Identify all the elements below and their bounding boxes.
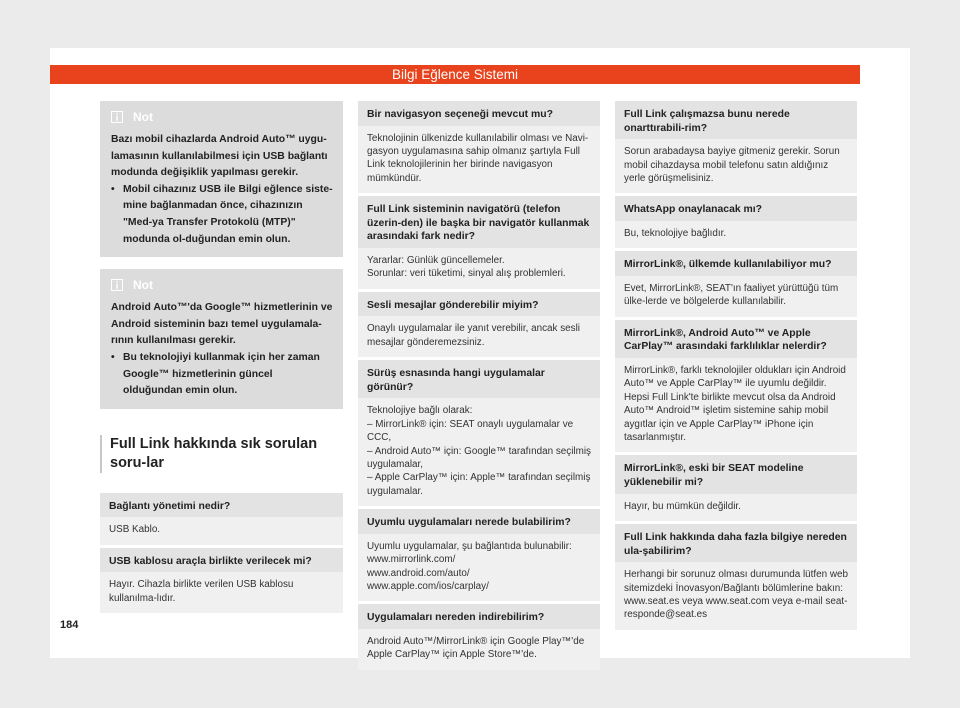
info-icon [111,111,123,123]
note-header [110,276,333,294]
faq-question: Full Link sisteminin navigatörü (telefon üzerin-den) ile başka bir navigatör kullanmak arasındaki fark nedir? [358,196,600,248]
faq-answer: Hayır, bu mümkün değildir. [624,500,741,512]
faq-answer: MirrorLink®, farklı teknolojiler oldukları için Android Auto™ ve Apple CarPlay™ ile uyumlu değildir. Hepsi Full Link'te birlikte mevcut olsa da Android Auto™ Android™ işletim sistemine sahip mobil aygıtlar için ve Apple CarPlay™ iPhone için tasarlanmıştır. [624,365,846,444]
note-text [110,300,333,400]
faq-question: Bağlantı yönetimi nedir? [100,493,343,518]
faq-answer: Evet, MirrorLink®, SEAT'ın faaliyet yürüttüğü tüm ülke-lerde ve bölgelerde kullanılabilir. [624,283,839,308]
faq-answer: Android Auto™/MirrorLink® için Google Play™'de Apple CarPlay™ için Apple Store™'de. [367,636,585,661]
faq-question: MirrorLink®, ülkemde kullanılabiliyor mu? [615,251,857,276]
note-box [100,269,343,409]
faq-question: MirrorLink®, Android Auto™ ve Apple CarPlay™ arasındaki farklılıklar nelerdir? [615,320,857,358]
faq-item [615,524,857,630]
note-label: Not [133,278,153,293]
faq-question: Bir navigasyon seçeneği mevcut mu? [358,101,600,126]
note-bullet: Mobil cihazınız USB ile Bilgi eğlence siste-mine bağlanmadan önce, cihazınızın "Med-ya Transfer Protokolü (MTP)" modunda ol-duğundan emin olun. [123,183,333,245]
faq-question: Sürüş esnasında hangi uygulamalar görünür? [358,360,600,398]
bullet-icon: • [111,183,115,195]
faq-question: WhatsApp onaylanacak mı? [615,196,857,221]
faq-item [358,604,600,669]
note-paragraph: Bazı mobil cihazlarda Android Auto™ uygu-lamasının kullanılabilmesi için USB bağlantı modunda değişiklik yapılması gerekir. [111,134,328,179]
faq-question: Sesli mesajlar gönderebilir miyim? [358,292,600,317]
faq-question: Uygulamaları nereden indirebilirim? [358,604,600,629]
faq-answer: Sorun arabadaysa bayiye gitmeniz gerekir. Sorun mobil cihazdaysa mobil telefonu satın aldığınız yerle görüşmelisiniz. [624,146,840,184]
faq-item [615,101,857,193]
faq-question: Full Link hakkında daha fazla bilgiye nereden ula-şabilirim? [615,524,857,562]
faq-question: MirrorLink®, eski bir SEAT modeline yüklenebilir mi? [615,455,857,493]
bullet-icon: • [111,351,115,363]
faq-item [358,292,600,357]
note-label: Not [133,110,153,124]
faq-item [615,455,857,521]
faq-item [100,548,343,613]
faq-item [358,509,600,601]
note-bullet: Bu teknolojiyi kullanmak için her zaman Google™ hizmetlerinin güncel olduğundan emin olun. [123,351,320,397]
note-box [100,101,343,257]
faq-question: Uyumlu uygulamaları nerede bulabilirim? [358,509,600,534]
faq-answer: Onaylı uygulamalar ile yanıt verebilir, ancak sesli mesajlar gönderemezsiniz. [367,323,580,348]
faq-question: Full Link çalışmazsa bunu nerede onarttırabili-rim? [615,101,857,139]
column-right [615,101,857,633]
faq-answer: Hayır. Cihazla birlikte verilen USB kablosu kullanılma-lıdır. [109,579,294,604]
column-left [100,101,343,616]
column-middle [358,101,600,673]
faq-item [615,251,857,316]
faq-item [358,360,600,506]
faq-answer: Teknolojinin ülkenizde kullanılabilir olması ve Navi-gasyon uygulamasına sahip olmanız şartıyla Full Link teknolojilerinin her birinde navigasyon mümkündür. [367,132,589,184]
note-text [110,132,333,248]
faq-answer: Bu, teknolojiye bağlıdır. [624,228,727,239]
page-number: 184 [60,619,79,631]
info-icon [111,279,123,291]
faq-item [358,196,600,289]
faq-item [615,320,857,453]
faq-item [100,493,343,545]
note-header [110,108,333,126]
faq-answer: Uyumlu uygulamalar, şu bağlantıda bulunabilir: www.mirrorlink.com/ www.android.com/auto/ www.apple.com/ios/carplay/ [367,540,572,593]
faq-answer: USB Kablo. [109,524,161,536]
faq-answer: Herhangi bir sorunuz olması durumunda lütfen web sitemizdeki İnovasyon/Bağlantı bölümlerine bakın: www.seat.es veya www.seat.com veya e-mail seat-responde@seat.es [624,569,848,621]
faq-answer: Teknolojiye bağlı olarak: – MirrorLink® için: SEAT onaylı uygulamalar ve CCC, – Android Auto™ için: Google™ tarafından seçilmiş uygulamalar, – Apple CarPlay™ için: Apple™ tarafından seçilmiş uygulamalar. [367,405,591,497]
faq-item [615,196,857,248]
faq-answer: Yararlar: Günlük güncellemeler. Sorunlar: veri tüketimi, sinyal alış problemleri. [367,255,566,280]
page-header: Bilgi Eğlence Sistemi [50,65,860,84]
note-paragraph: Android Auto™'da Google™ hizmetlerinin ve Android sisteminin bazı temel uygulamala-rının kullanılması gerekir. [111,302,333,347]
section-title: Full Link hakkında sık sorulan soru-lar [100,435,343,473]
faq-item [358,101,600,193]
faq-question: USB kablosu araçla birlikte verilecek mi? [100,548,343,573]
